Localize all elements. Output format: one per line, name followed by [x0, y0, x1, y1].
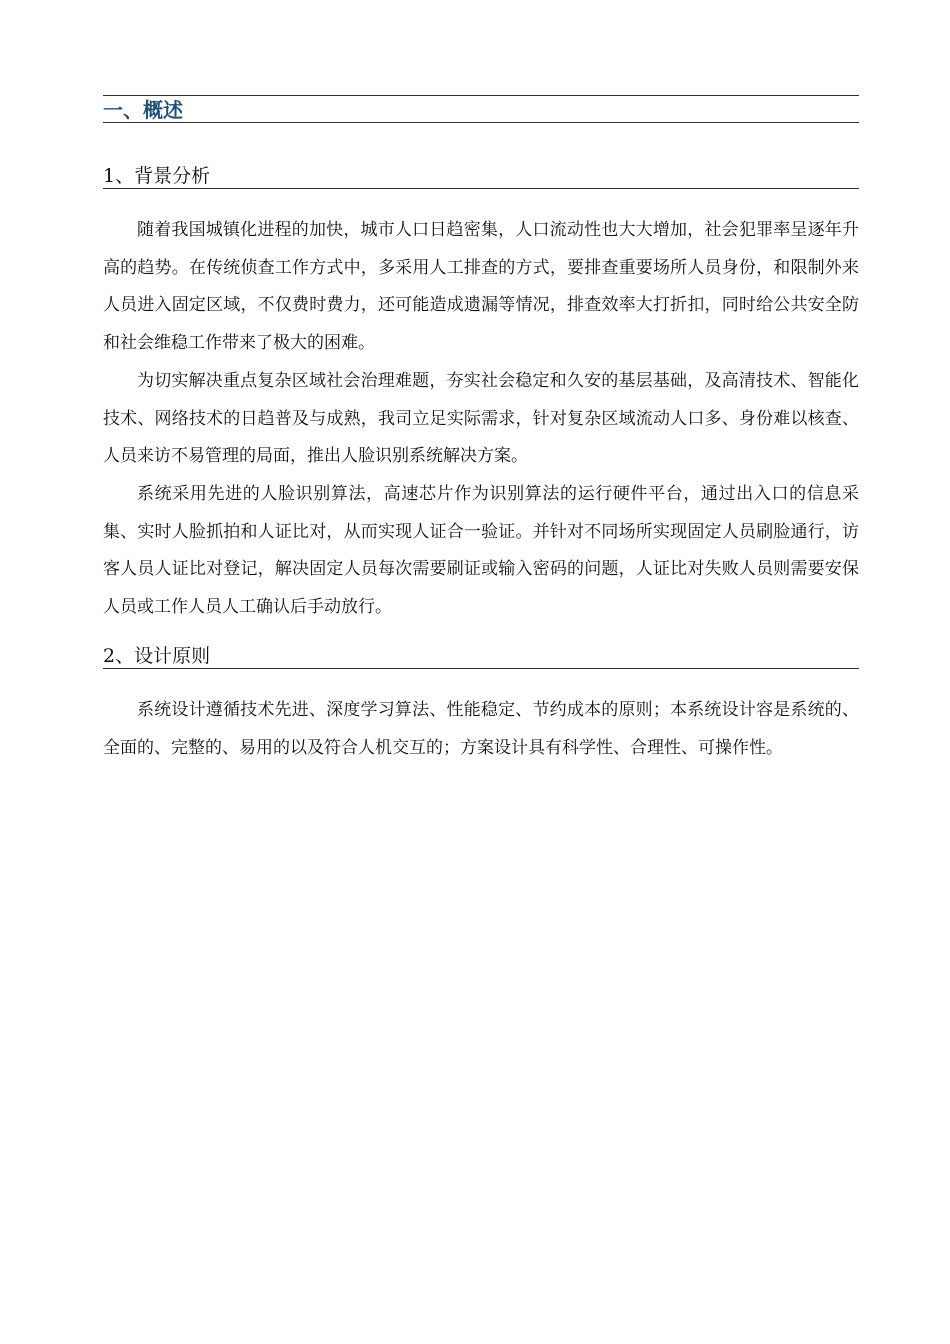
paragraph-principles-1: 系统设计遵循技术先进、深度学习算法、性能稳定、节约成本的原则；本系统设计容是系统的、全面的、完整的、易用的以及符合人机交互的；方案设计具有科学性、合理性、可操作性。	[103, 700, 859, 758]
paragraph-background-2: 为切实解决重点复杂区域社会治理难题，夯实社会稳定和久安的基层基础，及高清技术、智能化技术、网络技术的日趋普及与成熟，我司立足实际需求，针对复杂区域流动人口多、身份难以核查、人员来访不易管理的局面，推出人脸识别系统解决方案。	[103, 371, 859, 466]
subsection-heading-principles: 2、设计原则	[103, 645, 859, 669]
subsection-heading-background: 1、背景分析	[103, 165, 859, 189]
paragraph-background-1: 随着我国城镇化进程的加快，城市人口日趋密集，人口流动性也大大增加，社会犯罪率呈逐年升高的趋势。在传统侦查工作方式中，多采用人工排查的方式，要排查重要场所人员身份，和限制外来人员进入固定区域，不仅费时费力，还可能造成遗漏等情况，排查效率大打折扣，同时给公共安全防和社会维稳工作带来了极大的困难。	[103, 220, 859, 353]
section-top-rule	[103, 95, 859, 96]
section-title: 一、概述	[103, 98, 859, 123]
paragraph-background-3: 系统采用先进的人脸识别算法，高速芯片作为识别算法的运行硬件平台，通过出入口的信息采集、实时人脸抓拍和人证比对，从而实现人证合一验证。并针对不同场所实现固定人员刷脸通行，访客人员人证比对登记，解决固定人员每次需要刷证或输入密码的问题，人证比对失败人员则需要安保人员或工作人员人工确认后手动放行。	[103, 484, 859, 617]
